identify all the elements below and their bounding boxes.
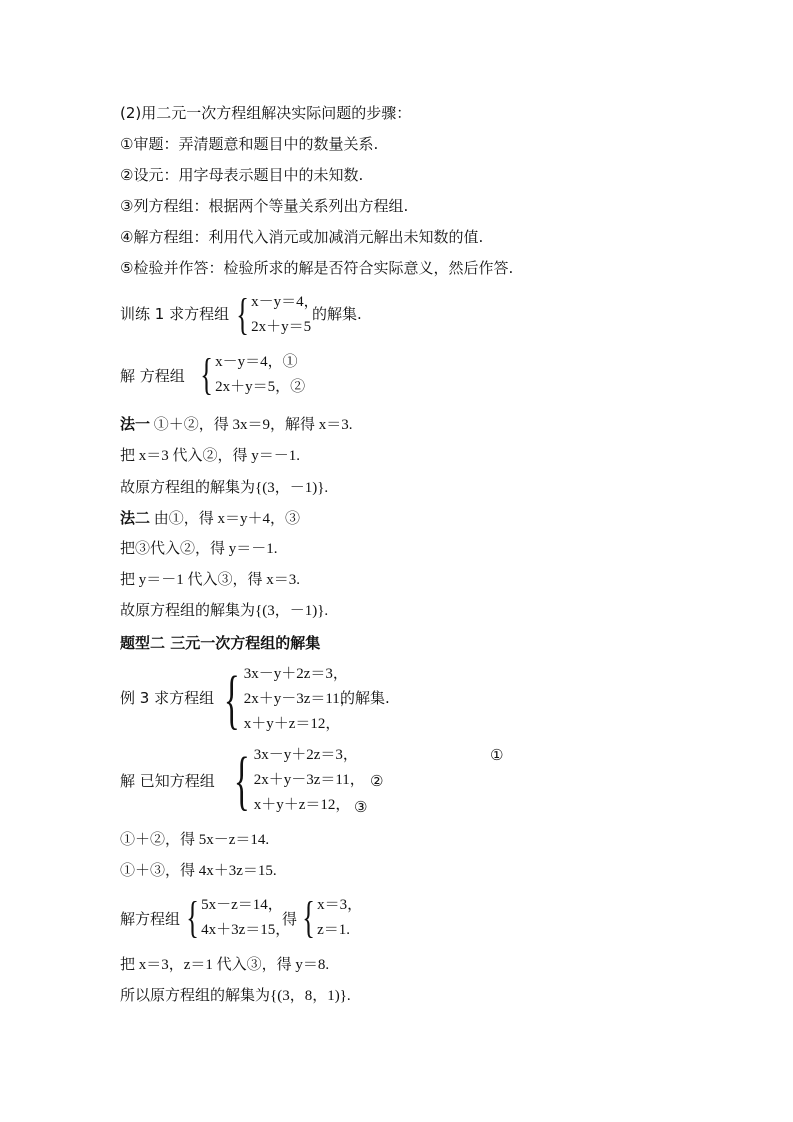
training-eq-2: 2x＋y＝5 — [251, 319, 312, 335]
example-3-eq-2: 2x＋y－3z＝11， — [243, 691, 355, 707]
solution-3-eq-1: 3x－y＋2z＝3， — [253, 747, 358, 763]
method-2-line-2: 把③代入②，得 y＝－1. — [120, 541, 278, 557]
solution-3 — [120, 743, 540, 819]
training-suffix: 的解集. — [312, 305, 362, 323]
solution-1-equation-system — [196, 350, 305, 400]
solution-3-eq-3: x＋y＋z＝12， — [253, 797, 351, 813]
method-2-line-3: 把 y＝－1 代入③，得 x＝3. — [120, 572, 301, 588]
section-title: 题型二 三元一次方程组的解集 — [120, 634, 321, 652]
example-3-equation-system — [216, 662, 355, 737]
example-3-suffix: 的解集. — [340, 689, 390, 707]
method-2-label: 法二 — [120, 509, 151, 527]
example-3-prefix: 例 3 求方程组 — [120, 689, 215, 707]
substitute-step: 把 x＝3，z＝1 代入③，得 y＝8. — [120, 957, 330, 973]
left-brace: { — [302, 893, 315, 942]
equation-marker-2: ② — [370, 772, 384, 790]
example-3-eq-3: x＋y＋z＝12， — [243, 716, 341, 732]
method-1-text: ①＋②，得 3x＝9，解得 x＝3. — [150, 417, 353, 433]
step-1: ①审题：弄清题意和题目中的数量关系. — [120, 135, 379, 153]
steps-title: (2)用二元一次方程组解决实际问题的步骤： — [120, 104, 412, 122]
final-answer: 所以原方程组的解集为{(3，8，1)}. — [120, 988, 351, 1004]
result-x: x＝3， — [317, 897, 363, 913]
method-1-line-3: 故原方程组的解集为{(3，－1)}. — [120, 480, 329, 496]
training-equation-system — [232, 290, 319, 340]
left-brace: { — [236, 290, 249, 339]
step-5: ⑤检验并作答：检验所求的解是否符合实际意义，然后作答. — [120, 259, 514, 277]
left-brace: { — [223, 662, 240, 736]
reduced-equation-system — [182, 893, 290, 943]
training-prefix: 训练 1 求方程组 — [120, 305, 230, 323]
solution-3-eq-2: 2x＋y－3z＝11， — [253, 772, 365, 788]
solve-prefix: 解方程组 — [120, 910, 181, 928]
solution-1-eq-1: x－y＝4，① — [215, 354, 298, 370]
method-2-text: 由①，得 x＝y＋4，③ — [150, 511, 301, 527]
method-1-line-1 — [120, 414, 353, 435]
method-2-line-1 — [120, 508, 300, 529]
solution-1-eq-2: 2x＋y＝5，② — [215, 379, 306, 395]
equation-marker-1: ① — [490, 746, 504, 764]
reduced-eq-2: 4x＋3z＝15， — [201, 922, 291, 938]
step-2: ②设元：用字母表示题目中的未知数. — [120, 166, 364, 184]
solution-1 — [120, 350, 520, 400]
left-brace: { — [233, 743, 250, 817]
solve-reduced-system — [120, 893, 540, 945]
solution-1-prefix: 解 方程组 — [120, 367, 185, 385]
result-z: z＝1. — [317, 922, 351, 938]
reduced-eq-1: 5x－z＝14， — [201, 897, 283, 913]
step-3: ③列方程组：根据两个等量关系列出方程组. — [120, 197, 409, 215]
elimination-step-a: ①＋②，得 5x－z＝14. — [120, 832, 270, 848]
step-4: ④解方程组：利用代入消元或加减消元解出未知数的值. — [120, 228, 484, 246]
solution-3-equation-system — [226, 743, 368, 818]
method-1-line-2: 把 x＝3 代入②，得 y＝－1. — [120, 448, 301, 464]
elimination-step-b: ①＋③，得 4x＋3z＝15. — [120, 863, 277, 879]
method-2-line-4: 故原方程组的解集为{(3，－1)}. — [120, 603, 329, 619]
training-eq-1: x－y＝4， — [251, 294, 319, 310]
example-3 — [120, 662, 520, 738]
solution-3-prefix: 解 已知方程组 — [120, 772, 215, 790]
reduced-result-system — [298, 893, 362, 943]
left-brace: { — [186, 893, 199, 942]
example-3-eq-1: 3x－y＋2z＝3， — [243, 666, 348, 682]
training-1 — [120, 290, 520, 340]
solve-mid: 得 — [282, 910, 298, 928]
equation-marker-3: ③ — [354, 798, 368, 816]
method-1-label: 法一 — [120, 415, 151, 433]
left-brace: { — [200, 350, 213, 399]
